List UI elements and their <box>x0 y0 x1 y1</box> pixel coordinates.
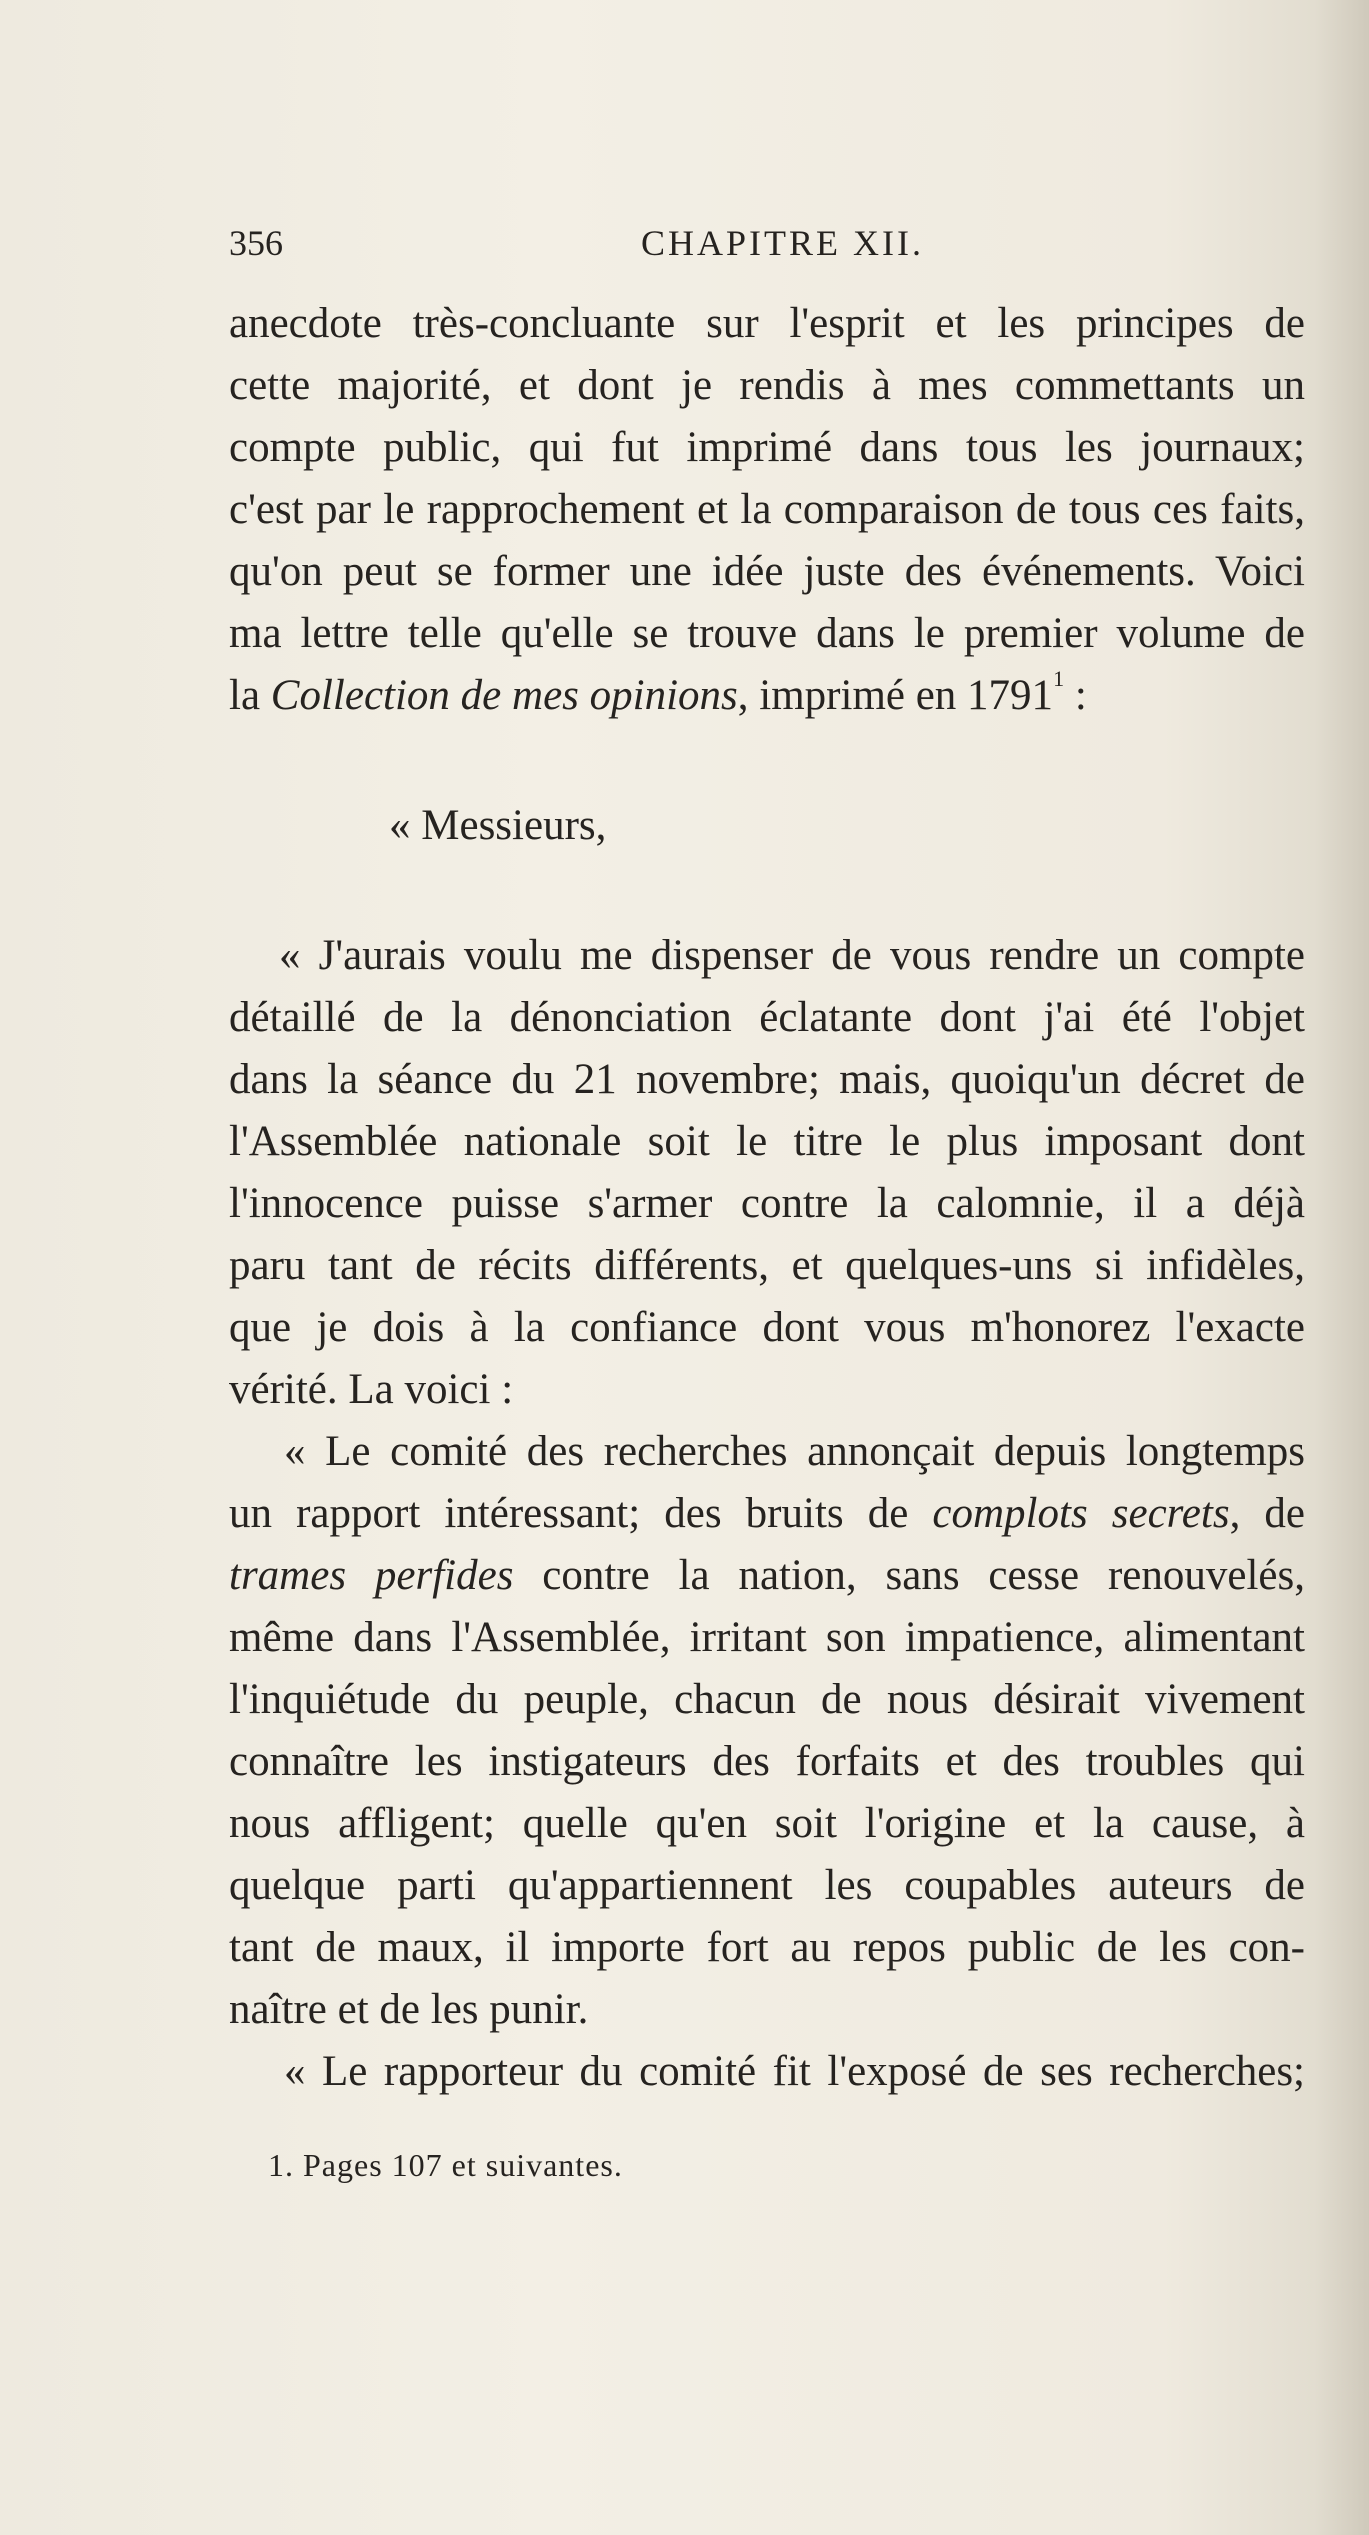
text-line: détaillé de la dénonciation éclatante dont j'ai été l'objet <box>229 994 1305 1041</box>
text-line: naître et de les punir. <box>229 1986 589 2033</box>
footnote-marker: 1 <box>1053 666 1065 691</box>
text-line: « Le comité des recherches annonçait depuis longtemps <box>284 1428 1305 1475</box>
text-line: anecdote très-concluante sur l'esprit et les principes de <box>229 300 1305 347</box>
text-run: un rapport intéressant; des bruits de <box>229 1490 933 1537</box>
text-line: compte public, qui fut imprimé dans tous les journaux; <box>229 424 1305 471</box>
page-number: 356 <box>229 223 283 263</box>
text-run: la <box>229 672 271 719</box>
text-line <box>229 1548 1305 1604</box>
text-line: même dans l'Assemblée, irritant son impatience, alimentant <box>229 1614 1305 1661</box>
text-line: connaître les instigateurs des forfaits et des troubles qui <box>229 1738 1305 1785</box>
text-line <box>229 1486 1305 1542</box>
italic-phrase: complots secrets <box>932 1490 1230 1537</box>
text-line: l'innocence puisse s'armer contre la calomnie, il a déjà <box>229 1180 1305 1227</box>
running-title: CHAPITRE XII. <box>641 223 924 263</box>
text-line: l'Assemblée nationale soit le titre le plus imposant dont <box>229 1118 1305 1165</box>
text-line: c'est par le rapprochement et la comparaison de tous ces faits, <box>229 486 1305 533</box>
text-line: « Le rapporteur du comité fit l'exposé de ses recherches; <box>284 2048 1305 2095</box>
text-line: « J'aurais voulu me dispenser de vous rendre un compte <box>279 932 1305 979</box>
text-run: contre la nation, sans cesse renouvelés, <box>513 1552 1305 1599</box>
book-title-italic: Collection de mes opinions <box>270 672 738 719</box>
text-line: dans la séance du 21 novembre; mais, quoiqu'un décret de <box>229 1056 1305 1103</box>
text-line: l'inquiétude du peuple, chacun de nous désirait vivement <box>229 1676 1305 1723</box>
text-line: paru tant de récits différents, et quelques-uns si infidèles, <box>229 1242 1305 1289</box>
text-line: qu'on peut se former une idée juste des événements. Voici <box>229 548 1305 595</box>
text-line: cette majorité, et dont je rendis à mes commettants un <box>229 362 1305 409</box>
text-run: , imprimé en 1791 <box>737 672 1054 719</box>
text-line: tant de maux, il importe fort au repos public de les con- <box>229 1924 1305 1971</box>
page-header <box>229 222 1305 272</box>
text-line <box>229 668 1305 724</box>
footnote: 1. Pages 107 et suivantes. <box>268 2147 623 2183</box>
text-line: ma lettre telle qu'elle se trouve dans le premier volume de <box>229 610 1305 657</box>
text-line: que je dois à la confiance dont vous m'honorez l'exacte <box>229 1304 1305 1351</box>
italic-phrase: trames perfides <box>229 1552 514 1599</box>
salutation: « Messieurs, <box>389 802 607 849</box>
text-run: , de <box>1229 1490 1306 1537</box>
text-line: nous affligent; quelle qu'en soit l'origine et la cause, à <box>229 1800 1305 1847</box>
text-line: vérité. La voici : <box>229 1366 514 1413</box>
text-run: : <box>1064 672 1087 719</box>
text-line: quelque parti qu'appartiennent les coupables auteurs de <box>229 1862 1305 1909</box>
